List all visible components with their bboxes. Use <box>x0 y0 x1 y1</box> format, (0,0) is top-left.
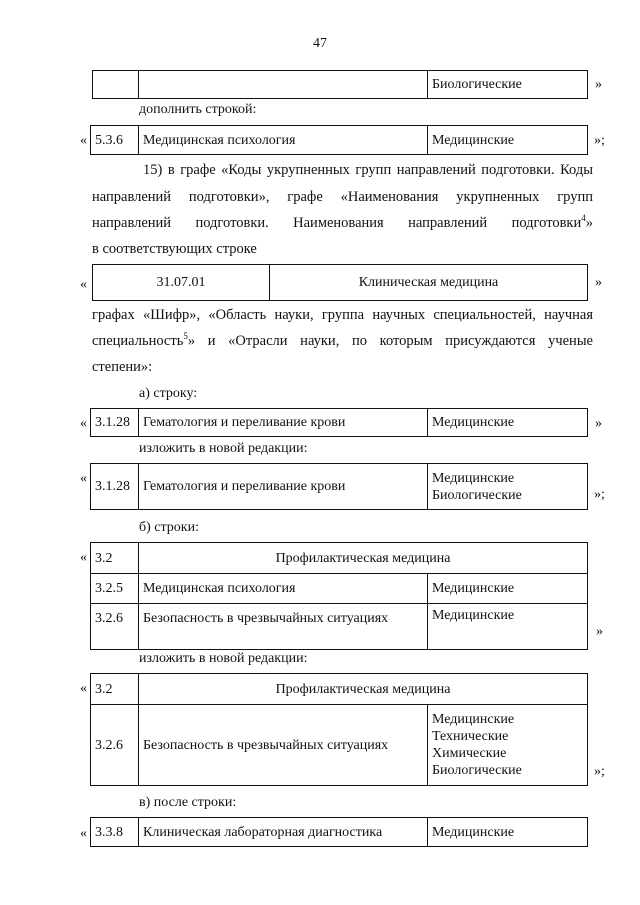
footnote-4: 4 <box>581 213 586 224</box>
group-name-cell: Профилактическая медицина <box>139 543 588 574</box>
science-line: Технические <box>432 729 509 744</box>
name-cell: Гематология и переливание крови <box>139 464 428 510</box>
para-15-line3-text: направлений подготовки. Наименования направлений подготовки <box>92 215 582 231</box>
text-v-after-row: в) после строки: <box>139 795 237 810</box>
code-cell: 3.2.6 <box>91 705 139 786</box>
para-15-line2: направлений подготовки», графе «Наименования укрупненных групп <box>92 189 593 205</box>
close-quote: »; <box>594 487 605 502</box>
table-biological-row <box>92 70 588 99</box>
close-quote: » <box>595 275 602 290</box>
text-new-edition-1: изложить в новой редакции: <box>139 441 308 456</box>
close-quote: » <box>595 77 602 92</box>
para-15-line3 <box>92 214 593 232</box>
science-cell: Биологические <box>428 71 588 99</box>
table-5-3-6 <box>90 125 588 155</box>
science-cell <box>428 464 588 510</box>
science-cell: Медицинские <box>428 574 588 604</box>
page-number: 47 <box>313 36 327 51</box>
table-row <box>91 543 588 574</box>
table-row <box>91 574 588 604</box>
text-b-rows: б) строки: <box>139 520 199 535</box>
science-cell: Медицинские <box>428 818 588 847</box>
science-line: Химические <box>432 746 507 761</box>
table-3-1-28-new <box>90 463 588 510</box>
group-name-cell: Профилактическая медицина <box>139 674 588 705</box>
name-cell: Безопасность в чрезвычайных ситуациях <box>139 604 428 650</box>
open-quote: « <box>80 133 87 148</box>
para-15-line4: в соответствующих строке <box>92 241 257 257</box>
para-columns-line2-a: специальность <box>92 333 184 349</box>
table-3-3-8 <box>90 817 588 847</box>
close-quote: »; <box>594 764 605 779</box>
open-quote: « <box>80 471 87 486</box>
science-cell: Медицинские <box>428 409 588 437</box>
name-cell: Медицинская психология <box>139 126 428 155</box>
science-cell: Медицинские <box>428 126 588 155</box>
code-cell: 5.3.6 <box>91 126 139 155</box>
science-line: Биологические <box>432 763 522 778</box>
open-quote: « <box>80 550 87 565</box>
name-cell <box>139 71 428 99</box>
open-quote: « <box>80 277 87 292</box>
science-cell <box>428 705 588 786</box>
table-row <box>91 705 588 786</box>
close-quote: » <box>595 416 602 431</box>
science-line: Медицинские <box>432 712 515 727</box>
para-15-line1: 15) в графе «Коды укрупненных групп направлений подготовки. Коды <box>143 162 593 178</box>
science-cell: Медицинские <box>428 604 588 650</box>
text-new-edition-2: изложить в новой редакции: <box>139 651 308 666</box>
code-cell: 3.2.5 <box>91 574 139 604</box>
table-3-2-new <box>90 673 588 786</box>
name-cell: Безопасность в чрезвычайных ситуациях <box>139 705 428 786</box>
science-line: Медицинские <box>432 470 515 486</box>
group-code-cell: 3.2 <box>91 543 139 574</box>
open-quote: « <box>80 826 87 841</box>
code-cell: 3.3.8 <box>91 818 139 847</box>
text-append-row: дополнить строкой: <box>139 102 257 117</box>
footnote-5: 5 <box>183 331 188 342</box>
code-cell <box>93 71 139 99</box>
close-quote: »; <box>594 133 605 148</box>
text-a-row: а) строку: <box>139 386 198 401</box>
code-cell: 3.2.6 <box>91 604 139 650</box>
table-3-1-28-old <box>90 408 588 437</box>
open-quote: « <box>80 416 87 431</box>
name-cell: Гематология и переливание крови <box>139 409 428 437</box>
name-cell: Клиническая медицина <box>270 265 588 301</box>
para-columns-line2-b: » и «Отрасли науки, по которым присуждаются ученые <box>187 333 593 349</box>
table-row <box>91 674 588 705</box>
group-code-cell: 3.2 <box>91 674 139 705</box>
code-cell: 3.1.28 <box>91 464 139 510</box>
table-row <box>91 604 588 650</box>
table-3-2-old <box>90 542 588 650</box>
code-cell: 3.1.28 <box>91 409 139 437</box>
name-cell: Медицинская психология <box>139 574 428 604</box>
open-quote: « <box>80 681 87 696</box>
table-31-07-01 <box>92 264 588 301</box>
close-quote: » <box>596 624 603 639</box>
science-line: Биологические <box>432 487 522 503</box>
para-columns-line1: графах «Шифр», «Область науки, группа научных специальностей, научная <box>92 307 593 323</box>
name-cell: Клиническая лабораторная диагностика <box>139 818 428 847</box>
para-columns-line3: степени»: <box>92 359 153 375</box>
para-columns-line2 <box>92 332 593 350</box>
code-cell: 31.07.01 <box>93 265 270 301</box>
para-15-line3-end: » <box>585 215 593 231</box>
